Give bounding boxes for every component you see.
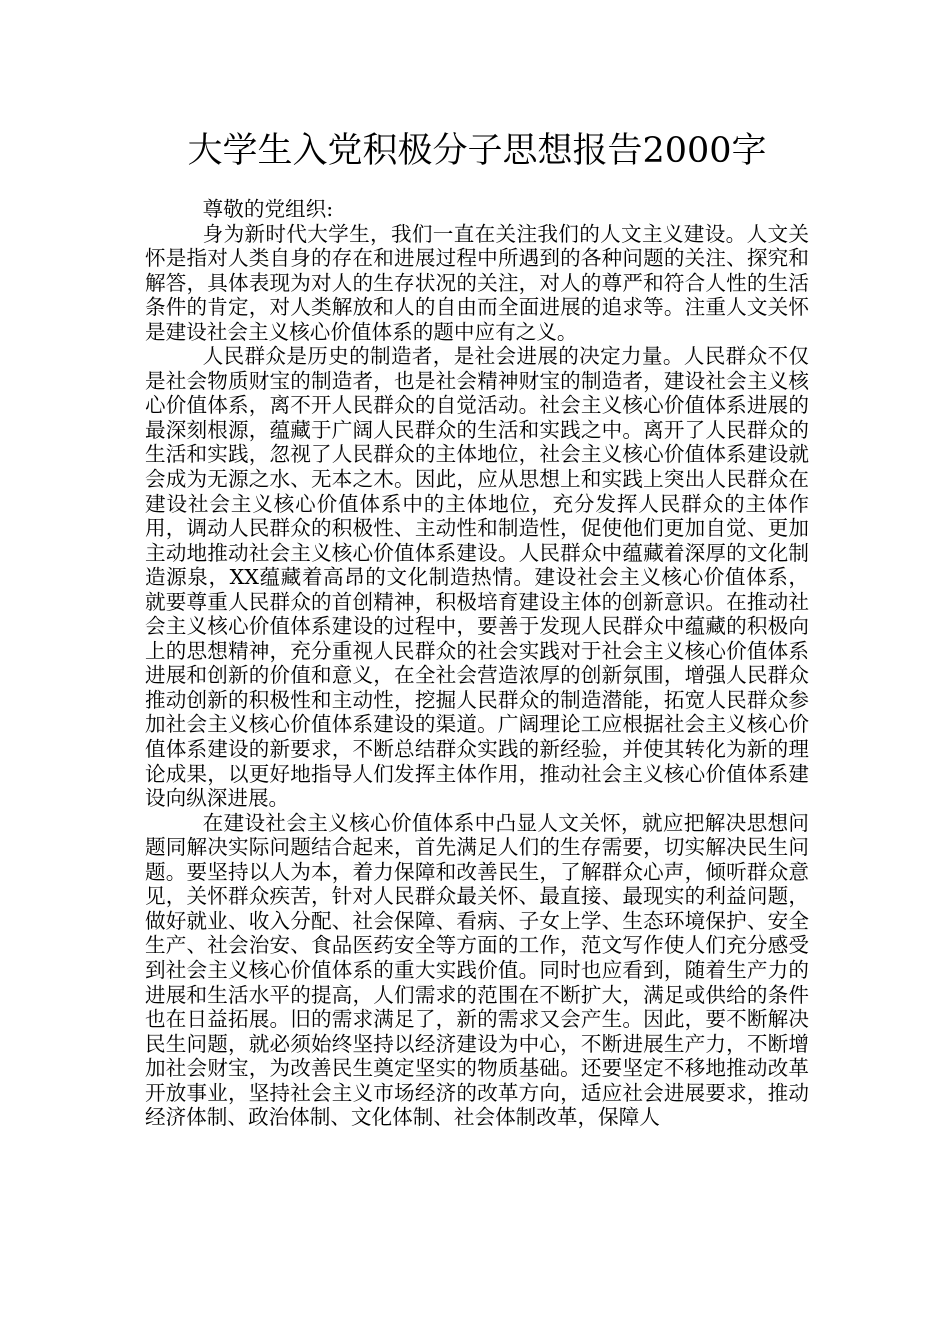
paragraph-1: 身为新时代大学生，我们一直在关注我们的人文主义建设。人文关怀是指对人类自身的存在和进展过程中所遇到的各种问题的关注、探究和解答，具体表现为对人的生存状况的关注，对人的尊严和符合人性的生活条件的肯定，对人类解放和人的自由而全面进展的追求等。注重人文关怀是建设社会主义核心价值体系的题中应有之义。: [145, 221, 809, 344]
paragraph-3: 在建设社会主义核心价值体系中凸显人文关怀，就应把解决思想问题同解决实际问题结合起来，首先满足人们的生存需要，切实解决民生问题。要坚持以人为本，着力保障和改善民生，了解群众心声，倾听群众意见，关怀群众疾苦，针对人民群众最关怀、最直接、最现实的利益问题，做好就业、收入分配、社会保障、看病、子女上学、生态环境保护、安全生产、社会治安、食品医药安全等方面的工作，范文写作使人们充分感受到社会主义核心价值体系的重大实践价值。同时也应看到，随着生产力的进展和生活水平的提高，人们需求的范围在不断扩大，满足或供给的条件也在日益拓展。旧的需求满足了，新的需求又会产生。因此，要不断解决民生问题，就必须始终坚持以经济建设为中心，不断进展生产力，不断增加社会财宝，为改善民生奠定坚实的物质基础。还要坚定不移地推动改革开放事业，坚持社会主义市场经济的改革方向，适应社会进展要求，推动经济体制、政治体制、文化体制、社会体制改革，保障人: [145, 810, 809, 1130]
document-body: [145, 197, 809, 1130]
document-page: [145, 0, 809, 1130]
salutation: 尊敬的党组织:: [202, 197, 334, 221]
paragraph-2: 人民群众是历史的制造者，是社会进展的决定力量。人民群众不仅是社会物质财宝的制造者，也是社会精神财宝的制造者，建设社会主义核心价值体系，离不开人民群众的自觉活动。社会主义核心价值体系进展的最深刻根源，蕴藏于广阔人民群众的生活和实践之中。离开了人民群众的生活和实践，忽视了人民群众的主体地位，社会主义核心价值体系建设就会成为无源之水、无本之木。因此，应从思想上和实践上突出人民群众在建设社会主义核心价值体系中的主体地位，充分发挥人民群众的主体作用，调动人民群众的积极性、主动性和制造性，促使他们更加自觉、更加主动地推动社会主义核心价值体系建设。人民群众中蕴藏着深厚的文化制造源泉，XX蕴藏着高昂的文化制造热情。建设社会主义核心价值体系，就要尊重人民群众的首创精神，积极培育建设主体的创新意识。在推动社会主义核心价值体系建设的过程中，要善于发现人民群众中蕴藏的积极向上的思想精神，充分重视人民群众的社会实践对于社会主义核心价值体系进展和创新的价值和意义，在全社会营造浓厚的创新氛围，增强人民群众推动创新的积极性和主动性，挖掘人民群众的制造潜能，拓宽人民群众参加社会主义核心价值体系建设的渠道。广阔理论工应根据社会主义核心价值体系建设的新要求，不断总结群众实践的新经验，并使其转化为新的理论成果，以更好地指导人们发挥主体作用，推动社会主义核心价值体系建设向纵深进展。: [145, 344, 809, 811]
document-title: 大学生入党积极分子思想报告2000字: [187, 131, 767, 171]
